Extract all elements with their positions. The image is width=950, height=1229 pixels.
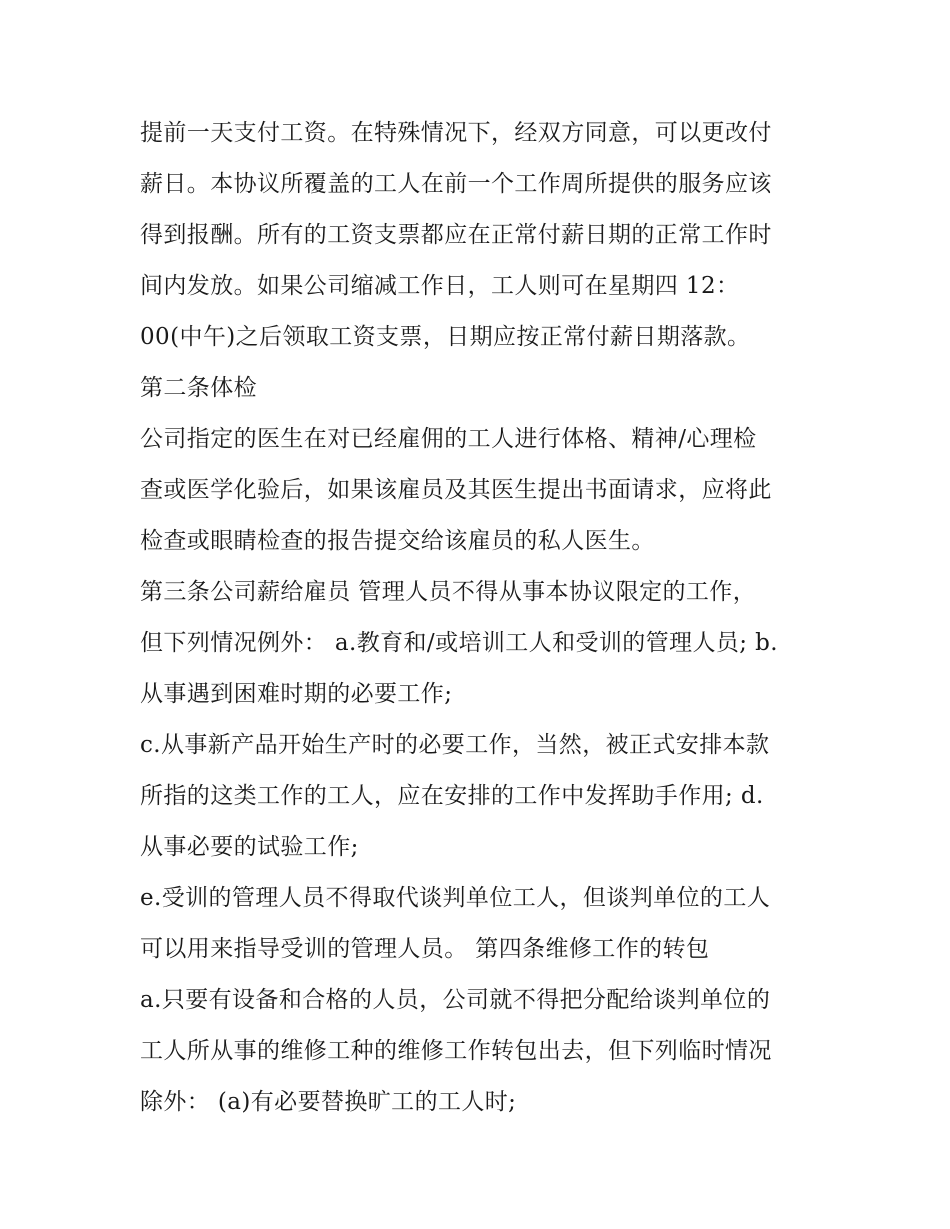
text-line: 00(中午)之后领取工资支票，日期应按正常付薪日期落款。 [140,324,751,350]
text-line: 从事遇到困难时期的必要工作; [140,681,453,707]
text-line: e.受训的管理人员不得取代谈判单位工人，但谈判单位的工人 [140,885,771,911]
text-line: 间内发放。如果公司缩减工作日，工人则可在星期四 12： [140,273,740,299]
text-line: 薪日。本协议所覆盖的工人在前一个工作周所提供的服务应该 [140,171,772,197]
section-heading: 第二条体检 [140,375,257,401]
text-line: a.只要有设备和合格的人员，公司就不得把分配给谈判单位的 [140,987,771,1013]
text-line: 所指的这类工作的工人，应在安排的工作中发挥助手作用; d. [140,783,764,809]
text-line: 第三条公司薪给雇员 管理人员不得从事本协议限定的工作， [140,579,757,605]
text-line: c.从事新产品开始生产时的必要工作，当然，被正式安排本款 [140,732,770,758]
text-line: 提前一天支付工资。在特殊情况下，经双方同意，可以更改付 [140,120,772,146]
text-line: 但下列情况例外： a.教育和/或培训工人和受训的管理人员; b. [140,630,778,656]
text-line: 查或医学化验后，如果该雇员及其医生提出书面请求，应将此 [140,477,772,503]
text-line: 可以用来指导受训的管理人员。 第四条维修工作的转包 [140,936,710,962]
text-line: 检查或眼睛检查的报告提交给该雇员的私人医生。 [140,528,655,554]
document-body [140,108,830,1128]
text-line: 得到报酬。所有的工资支票都应在正常付薪日期的正常工作时 [140,222,772,248]
text-line: 除外： (a)有必要替换旷工的工人时; [140,1089,517,1115]
text-line: 从事必要的试验工作; [140,834,359,860]
text-line: 公司指定的医生在对已经雇佣的工人进行体格、精神/心理检 [140,426,757,452]
text-line: 工人所从事的维修工种的维修工作转包出去，但下列临时情况 [140,1038,772,1064]
